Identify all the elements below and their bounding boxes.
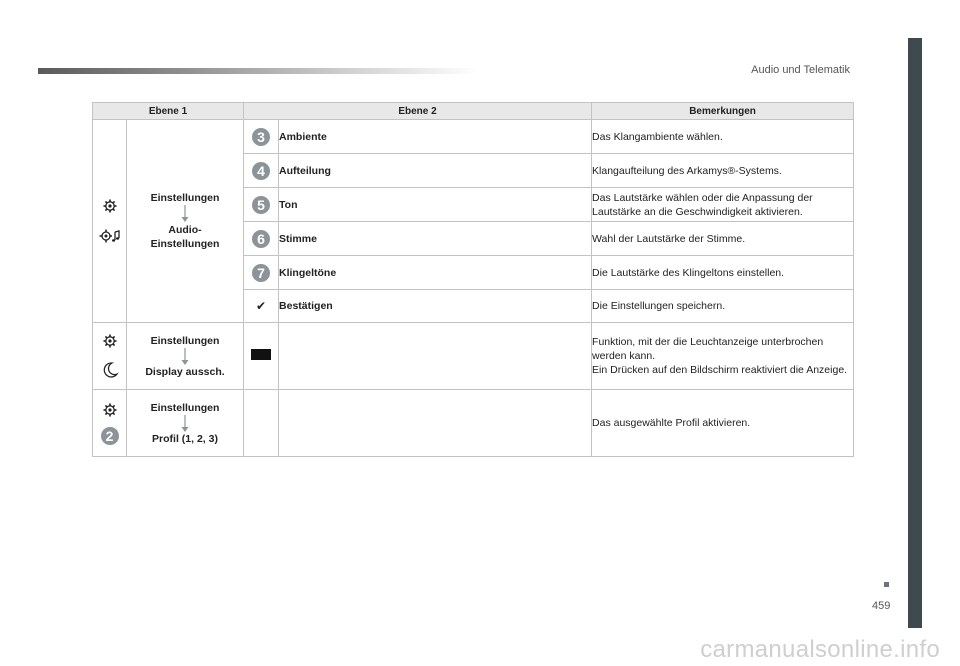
table-header-row (93, 103, 854, 120)
page-number: 459 (872, 600, 891, 612)
remark-text: Die Lautstärke des Klingeltons einstellen. (592, 256, 854, 290)
level1-icons-audio (93, 120, 127, 323)
remark-text: Die Einstellungen speichern. (592, 290, 854, 323)
level2-label: Ambiente (279, 120, 592, 154)
remark-text: Wahl der Lautstärke der Stimme. (592, 222, 854, 256)
page-marker (884, 582, 889, 587)
settings-gear-icon (102, 198, 118, 214)
remark-text: Klangaufteilung des Arkamys®-Systems. (592, 154, 854, 188)
level1-bottom-label: Audio- Einstellungen (150, 223, 220, 250)
level1-icons-profile (93, 390, 127, 457)
settings-table (92, 102, 854, 457)
remark-text: Das ausgewählte Profil aktivieren. (592, 390, 854, 457)
number-badge-7: 7 (252, 264, 270, 282)
level1-bottom-label: Profil (1, 2, 3) (152, 432, 218, 445)
level1-display-off (127, 323, 244, 390)
watermark: carmanualsonline.info (700, 636, 940, 663)
number-badge-6: 6 (252, 230, 270, 248)
header-level1: Ebene 1 (93, 103, 244, 120)
level1-audio-settings (127, 120, 244, 323)
level1-top-label: Einstellungen (150, 334, 220, 347)
header-remarks: Bemerkungen (592, 103, 854, 120)
level1-top-label: Einstellungen (150, 401, 220, 414)
table-row (93, 120, 854, 154)
level2-empty (279, 390, 592, 457)
level2-label: Stimme (279, 222, 592, 256)
remark-text: Funktion, mit der die Leuchtanzeige unterbrochen werden kann. Ein Drücken auf den Bildschirm reaktiviert die Anzeige. (592, 323, 854, 390)
down-arrow-icon (181, 205, 189, 223)
table-row (93, 390, 854, 457)
header-level2: Ebene 2 (244, 103, 592, 120)
settings-gear-icon (102, 333, 118, 349)
level1-top-label: Einstellungen (150, 191, 220, 204)
level1-icons-display (93, 323, 127, 390)
level2-icon-empty (244, 390, 279, 457)
number-badge-2: 2 (101, 427, 119, 445)
level2-label: Aufteilung (279, 154, 592, 188)
down-arrow-icon (181, 415, 189, 433)
remark-text: Das Klangambiente wählen. (592, 120, 854, 154)
level1-bottom-label: Display aussch. (145, 365, 225, 378)
level2-label: Ton (279, 188, 592, 222)
chapter-sidebar-tab (908, 38, 922, 628)
number-badge-4: 4 (252, 162, 270, 180)
audio-settings-icon (99, 228, 121, 244)
number-badge-3: 3 (252, 128, 270, 146)
moon-icon (101, 361, 119, 379)
number-badge-5: 5 (252, 196, 270, 214)
black-screen-icon (251, 349, 271, 360)
level1-profile (127, 390, 244, 457)
header-gradient-bar (38, 68, 478, 74)
section-title: Audio und Telematik (751, 64, 850, 76)
level2-empty (279, 323, 592, 390)
table-row (93, 323, 854, 390)
settings-gear-icon (102, 402, 118, 418)
level2-label: Bestätigen (279, 290, 592, 323)
level2-label: Klingeltöne (279, 256, 592, 290)
down-arrow-icon (181, 348, 189, 366)
remark-text: Das Lautstärke wählen oder die Anpassung der Lautstärke an die Geschwindigkeit aktivieren. (592, 188, 854, 222)
checkmark-icon: ✔ (255, 299, 267, 313)
